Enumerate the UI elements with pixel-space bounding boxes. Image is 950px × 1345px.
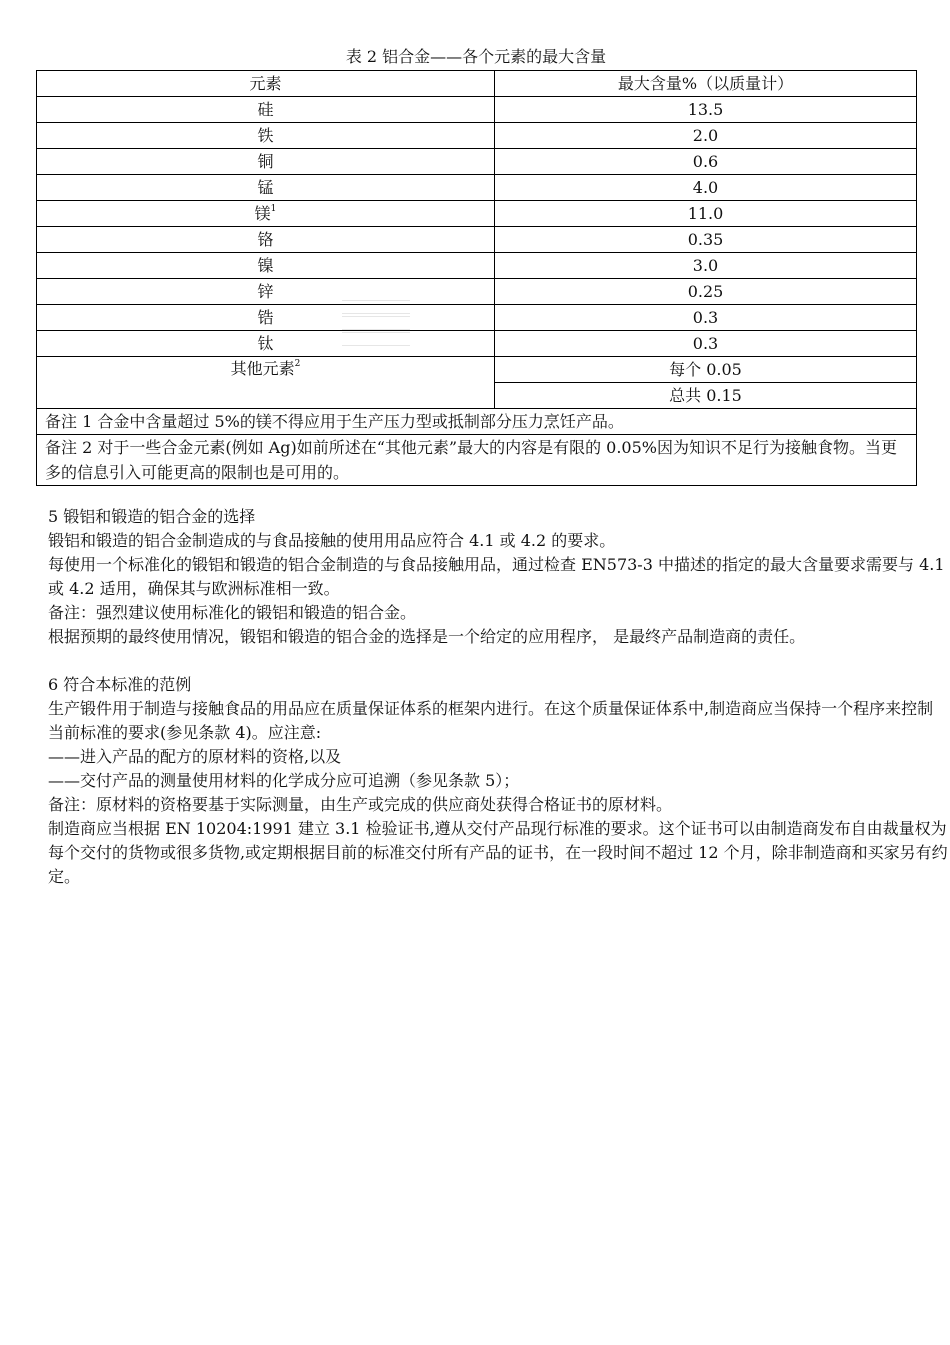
- element-cell: 钛: [37, 331, 495, 357]
- table-row: [37, 123, 917, 149]
- element-cell: 锆: [37, 305, 495, 331]
- value-cell: 13.5: [495, 97, 917, 123]
- element-cell: 硅: [37, 97, 495, 123]
- table-row: [37, 201, 917, 227]
- element-cell: 镍: [37, 253, 495, 279]
- value-cell: 0.3: [495, 305, 917, 331]
- table-row: [37, 279, 917, 305]
- table-note-2: 备注 2 对于一些合金元素(例如 Ag)如前所述在“其他元素”最大的内容是有限的 0.05%因为知识不足行为接触食物。当更多的信息引入可能更高的限制也是可用的。: [37, 435, 917, 486]
- element-cell: 铁: [37, 123, 495, 149]
- table-note-1: 备注 1 合金中含量超过 5%的镁不得应用于生产压力型或抵制部分压力烹饪产品。: [37, 409, 917, 435]
- paragraph: 备注：强烈建议使用标准化的锻铝和锻造的铝合金。: [48, 603, 417, 622]
- header-max-content: 最大含量%（以质量计）: [495, 71, 917, 97]
- body-text: [48, 505, 948, 889]
- table-row-other-each: [37, 357, 917, 383]
- paragraph: 每使用一个标准化的锻铝和锻造的铝合金制造的与食品接触用品，通过检查 EN573-3 中描述的指定的最大含量要求需要与 4.1 或 4.2 适用，确保其与欧洲标准相一致。: [48, 555, 945, 598]
- element-cell: 铜: [37, 149, 495, 175]
- section-5-heading: 5 锻铝和锻造的铝合金的选择: [48, 507, 256, 526]
- scan-artifact: [342, 316, 410, 330]
- value-cell: 总共 0.15: [495, 383, 917, 409]
- table-row: [37, 331, 917, 357]
- table-row: [37, 253, 917, 279]
- header-element: 元素: [37, 71, 495, 97]
- table-caption: 表 2 铝合金——各个元素的最大含量: [345, 47, 607, 66]
- value-cell: 2.0: [495, 123, 917, 149]
- value-cell: 4.0: [495, 175, 917, 201]
- paragraph: 锻铝和锻造的铝合金制造成的与食品接触的使用用品应符合 4.1 或 4.2 的要求。: [48, 531, 616, 550]
- value-cell: 0.35: [495, 227, 917, 253]
- footnote-marker: 1: [270, 203, 277, 214]
- value-cell: 0.25: [495, 279, 917, 305]
- value-cell: 0.6: [495, 149, 917, 175]
- table-row: [37, 149, 917, 175]
- value-cell: 11.0: [495, 201, 917, 227]
- spacer: [48, 649, 948, 673]
- value-cell: 0.3: [495, 331, 917, 357]
- table-row: [37, 227, 917, 253]
- element-cell: 锌: [37, 279, 495, 305]
- paragraph: ——进入产品的配方的原材料的资格,以及: [48, 747, 342, 766]
- paragraph: 根据预期的最终使用情况，锻铝和锻造的铝合金的选择是一个给定的应用程序， 是最终产品制造商的责任。: [48, 627, 806, 646]
- other-elements-cell: 其他元素$^2$: [37, 357, 495, 409]
- scan-artifact: [342, 332, 410, 346]
- value-cell: 每个 0.05: [495, 357, 917, 383]
- element-cell: 镁$^1$: [37, 201, 495, 227]
- paragraph: 制造商应当根据 EN 10204:1991 建立 3.1 检验证书,遵从交付产品现行标准的要求。这个证书可以由制造商发布自由裁量权为每个交付的货物或很多货物,或定期根据目前的标准交付所有产品的证书，在一段时间不超过 12 个月，除非制造商和买家另有约定。: [48, 819, 948, 886]
- element-cell: 锰: [37, 175, 495, 201]
- table-row: [37, 175, 917, 201]
- table-note-row: [37, 409, 917, 435]
- element-cell: 铬: [37, 227, 495, 253]
- table-note-row: [37, 435, 917, 486]
- scan-artifact: [342, 300, 410, 314]
- paragraph: ——交付产品的测量使用材料的化学成分应可追溯（参见条款 5）；: [48, 771, 520, 790]
- paragraph: 生产锻件用于制造与接触食品的用品应在质量保证体系的框架内进行。在这个质量保证体系中,制造商应当保持一个程序来控制当前标准的要求(参见条款 4)。应注意:: [48, 699, 934, 742]
- table-row: [37, 97, 917, 123]
- section-6-heading: 6 符合本标准的范例: [48, 675, 192, 694]
- paragraph: 备注：原材料的资格要基于实际测量，由生产或完成的供应商处获得合格证书的原材料。: [48, 795, 673, 814]
- value-cell: 3.0: [495, 253, 917, 279]
- table-header-row: [37, 71, 917, 97]
- table-row: [37, 305, 917, 331]
- footnote-marker: 2: [294, 359, 301, 369]
- alloy-content-table: [36, 70, 917, 486]
